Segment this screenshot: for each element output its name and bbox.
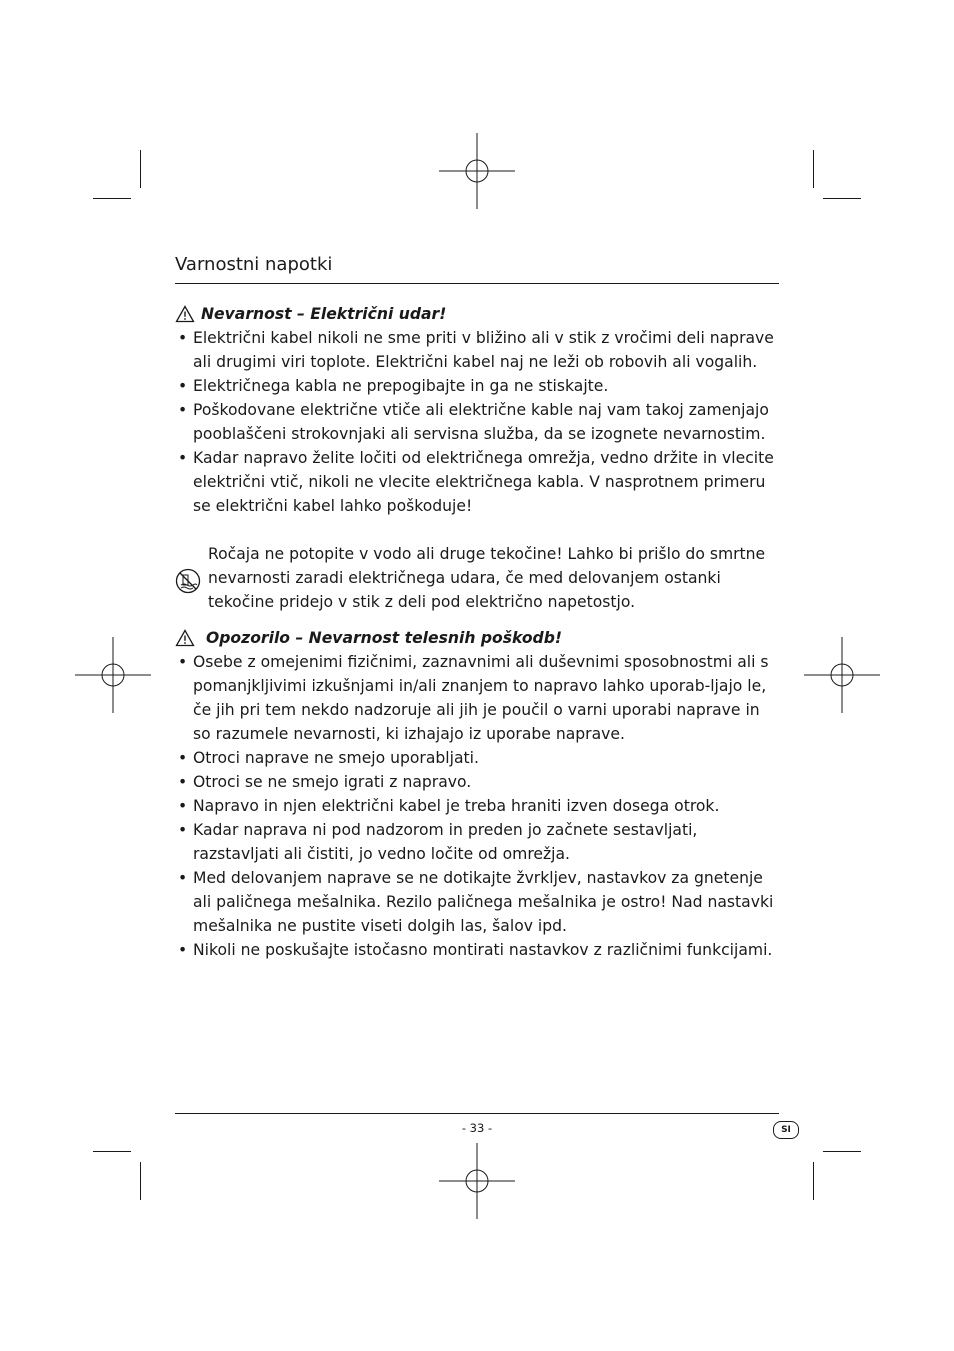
note-text: Ročaja ne potopite v vodo ali druge tekočine! Lahko bi prišlo do smrtne nevarnosti zaradi električnega udara, če med delovanjem ostanki tekočine pridejo v stik z deli pod električno napetostjo. (208, 545, 766, 611)
page-heading: Varnostni napotki (175, 254, 333, 275)
list-item: • Napravo in njen električni kabel je treba hraniti izven dosega otrok. (175, 794, 779, 818)
crop-mark (93, 198, 131, 199)
crop-mark (93, 1151, 131, 1152)
heading-rule (175, 283, 779, 284)
crop-mark (823, 1151, 861, 1152)
safety-content (175, 302, 779, 962)
electric-shock-list (175, 326, 779, 518)
list-item: • Električnega kabla ne prepogibajte in ga ne stiskajte. (175, 374, 779, 398)
list-item: • Poškodovane električne vtiče ali električne kable naj vam takoj zamenjajo pooblaščeni strokovnjaki ali servisna služba, da se izognete nevarnostim. (175, 398, 779, 446)
list-item: • Električni kabel nikoli ne sme priti v bližino ali v stik z vročimi deli naprave ali drugimi viri toplote. Električni kabel naj ne leži ob robovih ali vogalih. (175, 326, 779, 374)
list-item: • Nikoli ne poskušajte istočasno montirati nastavkov z različnimi funkcijami. (175, 938, 779, 962)
list-item: • Med delovanjem naprave se ne dotikajte žvrkljev, nastavkov za gnetenje ali paličnega mešalnika. Rezilo paličnega mešalnika je ostro! Nad nastavki mešalnika ne pustite viseti dolgih las, šalov ipd. (175, 866, 779, 938)
page-number: - 33 - (461, 1121, 493, 1135)
registration-mark-bottom (439, 1143, 515, 1219)
list-item: • Osebe z omejenimi fizičnimi, zaznavnimi ali duševnimi sposobnostmi ali s pomanjkljivimi izkušnjami in/ali znanjem to napravo lahko uporab-ljajo le, če jih pri tem nekdo nadzoruje ali jih je poučil o varni uporabi naprave in so razumele nevarnosti, ki izhajajo iz uporabe naprave. (175, 650, 779, 746)
registration-mark-right (804, 637, 880, 713)
section-electric-shock (175, 302, 779, 326)
section-title: Nevarnost – Električni udar! (201, 305, 447, 323)
list-item: • Kadar naprava ni pod nadzorom in preden jo začnete sestavljati, razstavljati ali čistiti, jo vedno ločite od omrežja. (175, 818, 779, 866)
registration-mark-left (75, 637, 151, 713)
registration-mark-top (439, 133, 515, 209)
crop-mark (813, 150, 814, 188)
crop-mark (813, 1162, 814, 1200)
no-immersion-icon (175, 568, 201, 594)
language-badge: SI (773, 1121, 799, 1139)
list-item: • Otroci naprave ne smejo uporabljati. (175, 746, 779, 770)
crop-mark (140, 150, 141, 188)
warning-triangle-icon (175, 305, 195, 323)
footer-rule (175, 1113, 779, 1114)
crop-mark (140, 1162, 141, 1200)
crop-mark (823, 198, 861, 199)
section-title: Opozorilo – Nevarnost telesnih poškodb! (206, 629, 562, 647)
section-injury (175, 626, 779, 650)
injury-list (175, 650, 779, 962)
list-item: • Otroci se ne smejo igrati z napravo. (175, 770, 779, 794)
immersion-note (175, 542, 779, 614)
warning-triangle-icon (175, 629, 195, 647)
list-item: • Kadar napravo želite ločiti od električnega omrežja, vedno držite in vlecite električni vtič, nikoli ne vlecite električnega kabla. V nasprotnem primeru se električni kabel lahko poškoduje! (175, 446, 779, 518)
